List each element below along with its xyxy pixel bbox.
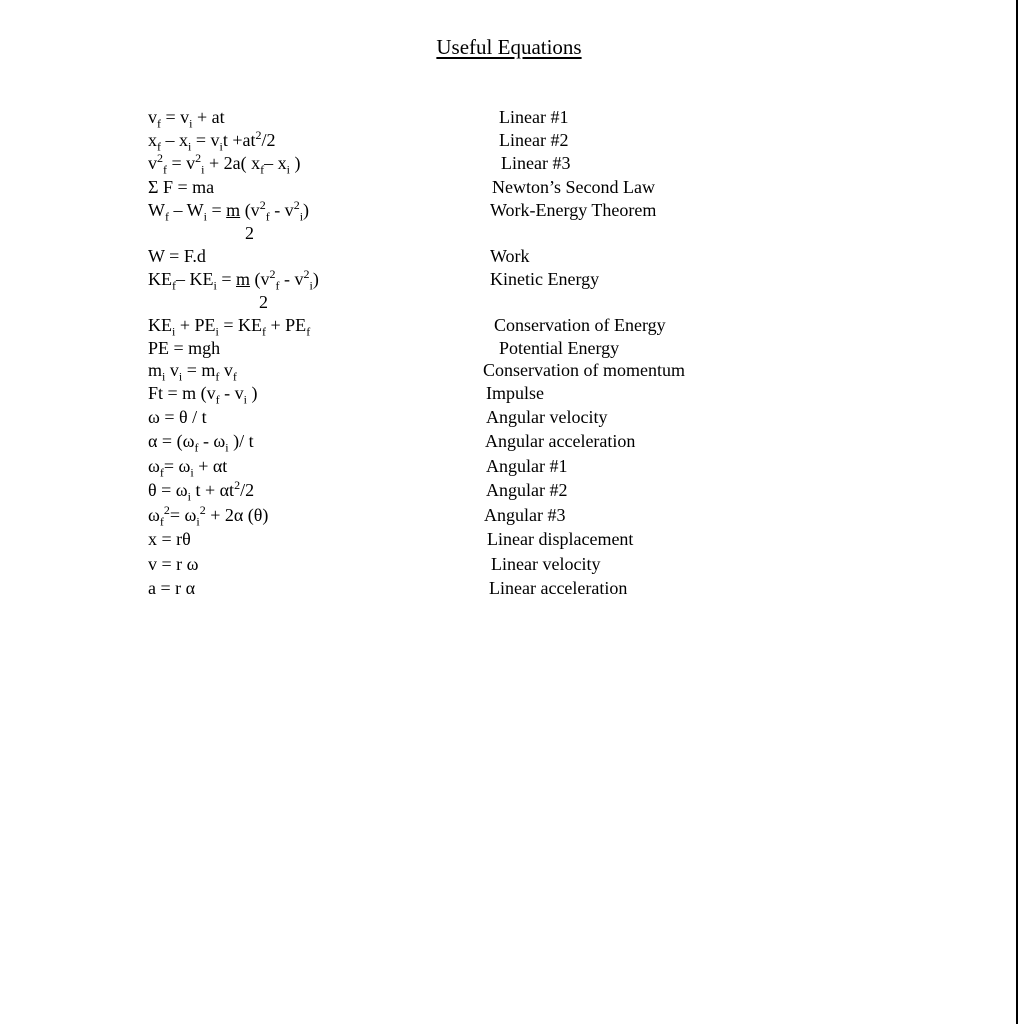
desc-linear-1: Linear #1 [499, 107, 569, 127]
equation-linear-2: $x_f - x_i = v_it +at^2/2$ [148, 128, 276, 154]
work-energy-denominator: 2 [245, 223, 254, 243]
desc-work: Work [490, 246, 530, 266]
desc-angular-acceleration: Angular acceleration [485, 431, 636, 451]
equation-newton: Σ F = ma [148, 177, 215, 197]
desc-momentum: Conservation of momentum [483, 360, 685, 380]
equation-angular-1: $\omega_f= \omega_i + \alpha t$ [148, 456, 228, 480]
desc-linear-acceleration: Linear acceleration [489, 578, 628, 598]
equation-angular-velocity: ω = θ / t [148, 407, 207, 427]
equation-angular-3: $\omega_f^2= \omega_i^2 + 2\alpha$ (θ) [148, 503, 269, 529]
desc-newton: Newton’s Second Law [492, 177, 655, 197]
equation-linear-displacement: x = rθ [148, 529, 191, 549]
equation-linear-1: $v_f = v_i$ + at [148, 107, 225, 131]
equation-linear-3: $v^2_f = v^2_i + 2a$( $x_f-$ $x_i$ ) [148, 151, 301, 177]
equation-angular-acceleration: $\alpha = (\omega_f - \omega_i$ )/ t [148, 431, 254, 455]
equation-angular-2: $\theta = \omega_i$ $t + \alpha t^2/2$ [148, 478, 255, 504]
desc-impulse: Impulse [486, 383, 544, 403]
desc-potential: Potential Energy [499, 338, 620, 358]
desc-kinetic: Kinetic Energy [490, 269, 600, 289]
desc-angular-velocity: Angular velocity [486, 407, 608, 427]
equation-impulse: Ft = m ($v_f - v_i$ ) [148, 383, 258, 407]
desc-angular-3: Angular #3 [484, 505, 566, 525]
equation-linear-velocity: v = r ω [148, 554, 199, 574]
equation-work: W = F.d [148, 246, 206, 266]
equation-momentum: $m_i$ $v_i = m_f$ $v_f$ [148, 360, 237, 384]
desc-work-energy: Work-Energy Theorem [490, 200, 657, 220]
desc-angular-1: Angular #1 [486, 456, 568, 476]
desc-conservation-energy: Conservation of Energy [494, 315, 666, 335]
equation-work-energy: $W_f - W_i = m$ $(v^2_f - v^2_i)$ [148, 198, 310, 224]
desc-angular-2: Angular #2 [486, 480, 568, 500]
desc-linear-velocity: Linear velocity [491, 554, 601, 574]
equation-kinetic: $KE_f-$ $KE_i = m$ $(v^2_f - v^2_i)$ [148, 267, 319, 293]
desc-linear-2: Linear #2 [499, 130, 569, 150]
equation-conservation-energy: $KE_i + PE_i = KE_f + PE_f$ [148, 315, 311, 339]
equation-potential: PE = mgh [148, 338, 221, 358]
equation-linear-acceleration: a = r α [148, 578, 196, 598]
page-title: Useful Equations [436, 35, 582, 59]
desc-linear-displacement: Linear displacement [487, 529, 634, 549]
desc-linear-3: Linear #3 [501, 153, 571, 173]
kinetic-denominator: 2 [259, 292, 268, 312]
